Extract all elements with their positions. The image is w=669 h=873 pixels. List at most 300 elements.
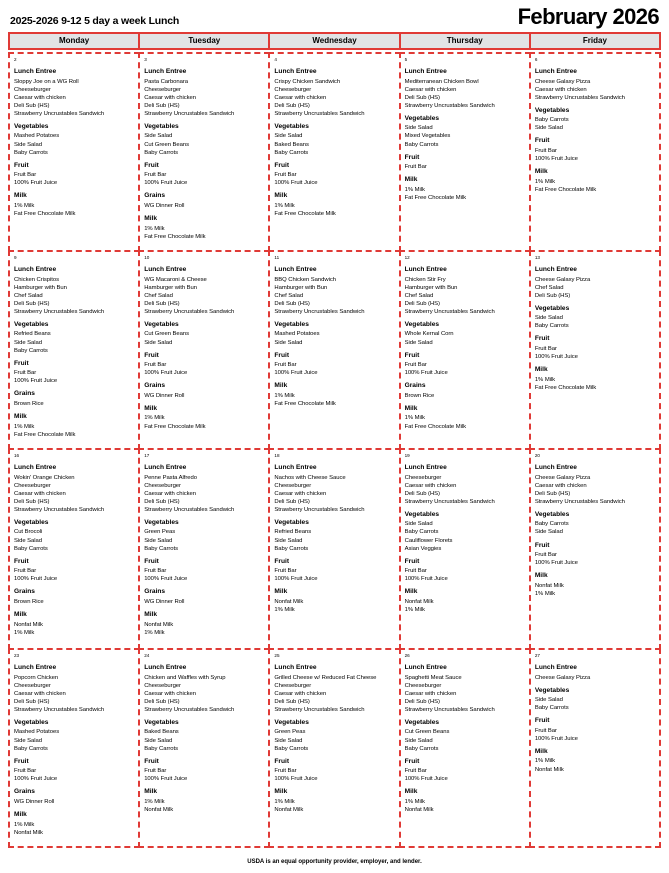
- day-number: 26: [404, 653, 410, 658]
- menu-item: 100% Fruit Juice: [534, 354, 578, 361]
- menu-item: Caesar with chicken: [144, 94, 196, 101]
- menu-item: Cheese Galaxy Pizza: [534, 78, 591, 85]
- menu-item: Fat Free Chocolate Milk: [144, 423, 206, 430]
- menu-item: 1% Milk: [274, 798, 295, 805]
- meal-group-title: Fruit: [534, 717, 550, 725]
- week-row: [8, 648, 661, 846]
- day-number: 9: [14, 255, 17, 260]
- menu-item: Popcorn Chicken: [14, 674, 59, 681]
- menu-item: 1% Milk: [274, 392, 295, 399]
- weekday-header-thursday: Thursday: [399, 32, 531, 50]
- menu-item: Baby Carrots: [144, 149, 178, 156]
- day-cell-5[interactable]: [399, 52, 531, 252]
- meal-group-title: Fruit: [274, 557, 290, 565]
- menu-item: Fruit Bar: [274, 362, 297, 369]
- meal-group-title: Vegetables: [14, 518, 49, 526]
- meal-group: [535, 510, 655, 537]
- menu-item: 1% Milk: [404, 607, 425, 614]
- meal-group: [405, 153, 525, 172]
- menu-item: Cheeseburger: [144, 682, 181, 689]
- menu-item: Caesar with chicken: [404, 690, 457, 697]
- menu-item: Strawberry Uncrustables Sandwich: [274, 706, 365, 713]
- meal-group: [144, 351, 264, 378]
- meal-group: [144, 191, 264, 210]
- day-cell-9[interactable]: [8, 250, 140, 450]
- meal-group-title: Milk: [274, 192, 288, 200]
- menu-item: Baby Carrots: [404, 141, 439, 148]
- menu-item: Side Salad: [274, 537, 303, 544]
- meal-group-title: Milk: [404, 788, 418, 796]
- day-number: 16: [14, 453, 20, 458]
- meal-group: [535, 686, 655, 713]
- menu-item: Fruit Bar: [14, 568, 37, 575]
- menu-item: Side Salad: [274, 339, 303, 346]
- meal-group: [274, 67, 394, 118]
- day-cell-4[interactable]: [268, 52, 400, 252]
- day-cell-25[interactable]: [268, 648, 400, 848]
- menu-item: Fruit Bar: [274, 568, 297, 575]
- meal-group: [535, 136, 655, 163]
- menu-item: Side Salad: [274, 737, 303, 744]
- menu-item: Fat Free Chocolate Milk: [14, 211, 76, 218]
- menu-item: Fat Free Chocolate Milk: [404, 423, 466, 430]
- menu-item: Chicken Crispitos: [14, 276, 59, 283]
- menu-item: Baby Carrots: [534, 117, 569, 124]
- meal-group-title: Lunch Entree: [144, 68, 187, 75]
- day-cell-10[interactable]: [138, 250, 270, 450]
- meal-group-title: Vegetables: [404, 114, 440, 122]
- meal-group-title: Vegetables: [144, 718, 179, 726]
- menu-item: Baby Carrots: [404, 745, 439, 752]
- day-number: 23: [14, 653, 20, 658]
- menu-item: 100% Fruit Juice: [404, 776, 448, 783]
- menu-item: Nonfat Milk: [14, 621, 43, 628]
- menu-item: Fruit Bar: [14, 768, 37, 775]
- meal-group-title: Milk: [144, 611, 158, 619]
- meal-group-title: Vegetables: [274, 122, 309, 130]
- menu-item: Penne Pasta Alfredo: [144, 474, 197, 481]
- menu-item: Baby Carrots: [14, 149, 48, 156]
- menu-item: Deli Sub (HS): [14, 698, 50, 705]
- menu-item: 1% Milk: [144, 629, 165, 636]
- day-cell-3[interactable]: [138, 52, 270, 252]
- menu-item: 1% Milk: [144, 798, 165, 805]
- meal-group-title: Milk: [534, 168, 548, 176]
- menu-item: Cheeseburger: [274, 86, 312, 93]
- menu-item: Caesar with chicken: [144, 490, 196, 497]
- menu-item: Baby Carrots: [404, 529, 439, 536]
- meal-group: [405, 757, 525, 784]
- menu-item: Cheeseburger: [14, 682, 51, 689]
- day-cell-24[interactable]: [138, 648, 270, 848]
- menu-item: Fat Free Chocolate Milk: [534, 384, 597, 391]
- menu-item: Deli Sub (HS): [14, 498, 50, 505]
- meal-group-title: Grains: [144, 192, 166, 200]
- menu-item: Strawberry Uncrustables Sandwich: [274, 110, 365, 117]
- menu-item: Baby Carrots: [534, 323, 569, 330]
- menu-item: Baby Carrots: [14, 347, 48, 354]
- menu-item: Nonfat Milk: [144, 807, 174, 814]
- meal-group: [274, 320, 394, 347]
- meal-group-title: Fruit: [144, 161, 159, 169]
- meal-group: [405, 114, 525, 149]
- menu-item: Mashed Potatoes: [274, 331, 320, 338]
- weekday-header-row: [8, 32, 661, 50]
- meal-group-title: Fruit: [404, 153, 420, 161]
- meal-group-title: Lunch Entree: [404, 464, 447, 471]
- menu-item: Nonfat Milk: [404, 807, 434, 814]
- menu-item: Strawberry Uncrustables Sandwich: [144, 110, 235, 117]
- menu-item: Side Salad: [404, 521, 433, 528]
- menu-item: Deli Sub (HS): [274, 698, 310, 705]
- meal-group: [405, 175, 525, 202]
- menu-item: Brown Rice: [14, 598, 44, 605]
- meal-group-title: Lunch Entree: [534, 266, 577, 273]
- meal-group: [144, 404, 264, 431]
- menu-item: Baby Carrots: [14, 545, 48, 552]
- meal-group-title: Vegetables: [534, 510, 570, 518]
- menu-item: Fruit Bar: [404, 362, 427, 369]
- day-number: 25: [274, 653, 280, 658]
- meal-group: [405, 510, 525, 553]
- meal-group-title: Vegetables: [404, 320, 440, 328]
- meal-group: [274, 381, 394, 408]
- meal-group-title: Fruit: [144, 557, 159, 565]
- meal-group-title: Milk: [404, 588, 418, 596]
- day-number: 20: [534, 453, 540, 458]
- menu-item: Baby Carrots: [534, 521, 569, 528]
- menu-item: Mediterranean Chicken Bowl: [404, 78, 479, 85]
- day-cell-2[interactable]: [8, 52, 140, 252]
- meal-group-title: Vegetables: [534, 106, 570, 114]
- menu-item: Fat Free Chocolate Milk: [404, 194, 466, 201]
- meal-group: [535, 334, 655, 361]
- meal-group: [144, 757, 264, 784]
- meal-group-title: Lunch Entree: [14, 664, 57, 671]
- meal-group-title: Milk: [404, 176, 418, 184]
- menu-item: 1% Milk: [534, 178, 556, 185]
- meal-group: [535, 304, 655, 331]
- menu-item: Side Salad: [144, 339, 173, 346]
- meal-group: [535, 67, 655, 102]
- meal-group-title: Lunch Entree: [274, 464, 317, 471]
- menu-item: Refried Beans: [274, 529, 312, 536]
- meal-group: [274, 122, 394, 157]
- menu-item: Wokin' Orange Chicken: [14, 474, 75, 481]
- menu-item: 100% Fruit Juice: [274, 180, 318, 187]
- menu-item: Nonfat Milk: [274, 807, 304, 814]
- meal-group: [144, 557, 264, 584]
- menu-item: Caesar with chicken: [14, 94, 66, 101]
- meal-group-title: Lunch Entree: [274, 664, 317, 671]
- meal-group: [14, 610, 134, 637]
- meal-group-title: Vegetables: [274, 320, 309, 328]
- menu-item: Strawberry Uncrustables Sandwich: [404, 706, 495, 713]
- menu-item: Strawberry Uncrustables Sandwich: [144, 706, 235, 713]
- meal-group-title: Grains: [14, 788, 35, 796]
- menu-item: Strawberry Uncrustables Sandwich: [404, 498, 495, 505]
- meal-group-title: Fruit: [534, 541, 550, 549]
- menu-item: Caesar with chicken: [274, 490, 327, 497]
- meal-group-title: Lunch Entree: [534, 68, 577, 75]
- day-number: 2: [14, 57, 17, 62]
- menu-item: 1% Milk: [534, 376, 556, 383]
- meal-group-title: Fruit: [14, 161, 29, 169]
- menu-item: 100% Fruit Juice: [404, 370, 448, 377]
- menu-item: Crispy Chicken Sandwich: [274, 78, 341, 85]
- menu-item: Hamburger with Bun: [274, 284, 328, 291]
- menu-item: Baby Carrots: [274, 149, 309, 156]
- day-cell-23[interactable]: [8, 648, 140, 848]
- menu-item: Hamburger with Bun: [14, 284, 67, 291]
- menu-item: Chef Salad: [274, 292, 304, 299]
- meal-group-title: Vegetables: [144, 320, 179, 328]
- menu-item: 1% Milk: [144, 415, 165, 422]
- meal-group: [405, 404, 525, 431]
- day-number: 17: [144, 453, 150, 458]
- meal-group: [14, 557, 134, 584]
- menu-item: 100% Fruit Juice: [534, 156, 578, 163]
- meal-group: [14, 810, 134, 837]
- day-cell-16[interactable]: [8, 448, 140, 650]
- calendar-weeks: [8, 52, 661, 846]
- meal-group: [274, 587, 394, 614]
- menu-item: Cheeseburger: [274, 482, 312, 489]
- menu-item: Deli Sub (HS): [274, 498, 310, 505]
- menu-item: Nachos with Cheese Sauce: [274, 474, 346, 481]
- menu-item: Deli Sub (HS): [144, 498, 180, 505]
- menu-item: Strawberry Uncrustables Sandwich: [14, 308, 105, 315]
- menu-item: Caesar with chicken: [534, 86, 587, 93]
- menu-item: Strawberry Uncrustables Sandwich: [534, 498, 625, 505]
- menu-item: Mashed Potatoes: [14, 729, 60, 736]
- meal-group-title: Lunch Entree: [404, 266, 447, 273]
- meal-group: [14, 67, 134, 118]
- day-cell-27[interactable]: [529, 648, 661, 848]
- meal-group-title: Lunch Entree: [534, 464, 577, 471]
- meal-group: [274, 161, 394, 188]
- meal-group-title: Vegetables: [274, 718, 309, 726]
- meal-group-title: Lunch Entree: [274, 266, 317, 273]
- menu-item: Cut Brocoli: [14, 529, 43, 536]
- meal-group: [144, 787, 264, 814]
- meal-group: [405, 787, 525, 814]
- meal-group: [274, 265, 394, 316]
- menu-item: Baby Carrots: [274, 745, 309, 752]
- menu-item: Brown Rice: [404, 392, 435, 399]
- menu-item: Pasta Carbonara: [144, 78, 188, 85]
- meal-group: [535, 365, 655, 392]
- day-number: 10: [144, 255, 150, 260]
- menu-item: Fat Free Chocolate Milk: [144, 233, 206, 240]
- menu-item: Fat Free Chocolate Milk: [274, 211, 336, 218]
- weekday-header-wednesday: Wednesday: [268, 32, 400, 50]
- menu-item: 100% Fruit Juice: [144, 180, 188, 187]
- meal-group: [535, 541, 655, 568]
- meal-group-title: Lunch Entree: [404, 68, 447, 75]
- meal-group: [14, 265, 134, 316]
- meal-group: [405, 663, 525, 714]
- menu-item: Fat Free Chocolate Milk: [534, 186, 597, 193]
- menu-item: Baby Carrots: [144, 745, 178, 752]
- week-row: [8, 250, 661, 448]
- menu-item: Cheese Galaxy Pizza: [534, 674, 591, 681]
- menu-item: Fruit Bar: [404, 568, 427, 575]
- menu-item: Cheeseburger: [274, 682, 312, 689]
- menu-item: Strawberry Uncrustables Sandwich: [144, 506, 235, 513]
- menu-item: 100% Fruit Juice: [144, 776, 188, 783]
- menu-item: Side Salad: [404, 339, 433, 346]
- menu-item: Caesar with chicken: [274, 94, 327, 101]
- menu-item: Side Salad: [534, 125, 563, 132]
- menu-item: Brown Rice: [14, 400, 44, 407]
- menu-item: 1% Milk: [404, 186, 425, 193]
- menu-item: Cheeseburger: [14, 482, 51, 489]
- menu-item: Fruit Bar: [534, 147, 557, 154]
- day-number: 13: [534, 255, 540, 260]
- day-number: 24: [144, 653, 150, 658]
- menu-item: Cheese Galaxy Pizza: [534, 276, 591, 283]
- menu-item: Fat Free Chocolate Milk: [14, 431, 76, 438]
- meal-group: [14, 122, 134, 157]
- day-number: 27: [534, 653, 540, 658]
- menu-item: Strawberry Uncrustables Sandwich: [274, 308, 365, 315]
- meal-group-title: Milk: [14, 413, 27, 421]
- meal-group: [535, 463, 655, 506]
- meal-group: [535, 571, 655, 598]
- menu-item: Caesar with chicken: [274, 690, 327, 697]
- menu-item: 100% Fruit Juice: [274, 370, 318, 377]
- menu-item: 1% Milk: [14, 821, 35, 828]
- day-cell-6[interactable]: [529, 52, 661, 252]
- menu-item: Fruit Bar: [274, 172, 297, 179]
- menu-item: Cheeseburger: [144, 482, 181, 489]
- meal-group: [14, 518, 134, 553]
- meal-group: [405, 718, 525, 753]
- menu-item: Nonfat Milk: [14, 829, 43, 836]
- day-cell-19[interactable]: [399, 448, 531, 650]
- meal-group-title: Fruit: [144, 351, 159, 359]
- menu-item: 1% Milk: [274, 607, 295, 614]
- menu-item: Fruit Bar: [534, 345, 557, 352]
- meal-group-title: Fruit: [274, 161, 290, 169]
- day-cell-11[interactable]: [268, 250, 400, 450]
- meal-group-title: Fruit: [274, 757, 290, 765]
- meal-group-title: Milk: [14, 811, 27, 819]
- meal-group: [144, 610, 264, 637]
- menu-item: Baked Beans: [274, 141, 309, 148]
- menu-item: Fruit Bar: [534, 552, 557, 559]
- menu-item: Side Salad: [144, 133, 173, 140]
- meal-group: [14, 191, 134, 218]
- meal-group: [144, 587, 264, 606]
- menu-item: Cheeseburger: [144, 86, 181, 93]
- menu-item: Caesar with chicken: [404, 86, 457, 93]
- meal-group: [144, 214, 264, 241]
- menu-item: Baby Carrots: [534, 705, 569, 712]
- meal-group-title: Vegetables: [144, 122, 179, 130]
- meal-group-title: Grains: [144, 588, 166, 596]
- menu-item: Caesar with chicken: [14, 690, 66, 697]
- meal-group: [144, 320, 264, 347]
- menu-item: Sloppy Joe on a WG Roll: [14, 78, 79, 85]
- day-cell-20[interactable]: [529, 448, 661, 650]
- menu-item: Fruit Bar: [144, 362, 167, 369]
- menu-item: Refried Beans: [14, 331, 51, 338]
- meal-group: [535, 106, 655, 133]
- meal-group-title: Fruit: [144, 757, 159, 765]
- meal-group: [535, 167, 655, 194]
- meal-group-title: Grains: [144, 382, 166, 390]
- day-cell-18[interactable]: [268, 448, 400, 650]
- menu-item: Side Salad: [14, 339, 42, 346]
- meal-group-title: Vegetables: [144, 518, 179, 526]
- meal-group-title: Lunch Entree: [14, 68, 57, 75]
- menu-item: 100% Fruit Juice: [144, 370, 188, 377]
- menu-item: WG Dinner Roll: [144, 202, 185, 209]
- menu-item: Caesar with chicken: [144, 690, 196, 697]
- meal-group: [144, 518, 264, 553]
- meal-group-title: Milk: [144, 215, 158, 223]
- meal-group-title: Lunch Entree: [534, 664, 577, 671]
- meal-group-title: Milk: [14, 611, 27, 619]
- day-cell-13[interactable]: [529, 250, 661, 450]
- meal-group-title: Fruit: [534, 137, 550, 145]
- menu-item: Strawberry Uncrustables Sandwich: [144, 308, 235, 315]
- menu-item: Cheese Galaxy Pizza: [534, 474, 591, 481]
- menu-item: BBQ Chicken Sandwich: [274, 276, 336, 283]
- menu-item: Caesar with chicken: [534, 482, 587, 489]
- meal-group: [14, 718, 134, 753]
- day-cell-12[interactable]: [399, 250, 531, 450]
- menu-item: Fruit Bar: [144, 568, 167, 575]
- menu-item: Baby Carrots: [274, 545, 309, 552]
- menu-item: Cheeseburger: [14, 86, 51, 93]
- menu-item: 100% Fruit Juice: [14, 576, 58, 583]
- menu-item: 100% Fruit Juice: [14, 180, 58, 187]
- menu-item: Baby Carrots: [14, 745, 48, 752]
- meal-group-title: Fruit: [404, 557, 420, 565]
- meal-group: [274, 518, 394, 553]
- menu-item: Mashed Potatoes: [14, 133, 60, 140]
- menu-item: Green Peas: [144, 529, 176, 536]
- meal-group-title: Lunch Entree: [14, 464, 57, 471]
- day-cell-26[interactable]: [399, 648, 531, 848]
- meal-group-title: Vegetables: [14, 718, 49, 726]
- menu-item: Deli Sub (HS): [144, 102, 180, 109]
- week-row: [8, 448, 661, 648]
- menu-item: Deli Sub (HS): [404, 300, 440, 307]
- meal-group-title: Milk: [534, 747, 548, 755]
- meal-group: [144, 122, 264, 157]
- day-cell-17[interactable]: [138, 448, 270, 650]
- menu-item: Hamburger with Bun: [404, 284, 458, 291]
- menu-item: Cut Green Beans: [144, 141, 189, 148]
- menu-item: Baked Beans: [144, 729, 179, 736]
- menu-item: Deli Sub (HS): [274, 300, 310, 307]
- menu-item: 1% Milk: [14, 629, 35, 636]
- meal-group-title: Vegetables: [274, 518, 309, 526]
- menu-item: Deli Sub (HS): [404, 490, 440, 497]
- menu-item: Cut Green Beans: [404, 729, 450, 736]
- menu-item: Side Salad: [404, 737, 433, 744]
- weekday-header-monday: Monday: [8, 32, 140, 50]
- menu-item: 100% Fruit Juice: [404, 576, 448, 583]
- menu-item: Side Salad: [14, 141, 42, 148]
- day-number: 3: [144, 57, 147, 62]
- meal-group: [14, 320, 134, 355]
- meal-group-title: Milk: [14, 192, 27, 200]
